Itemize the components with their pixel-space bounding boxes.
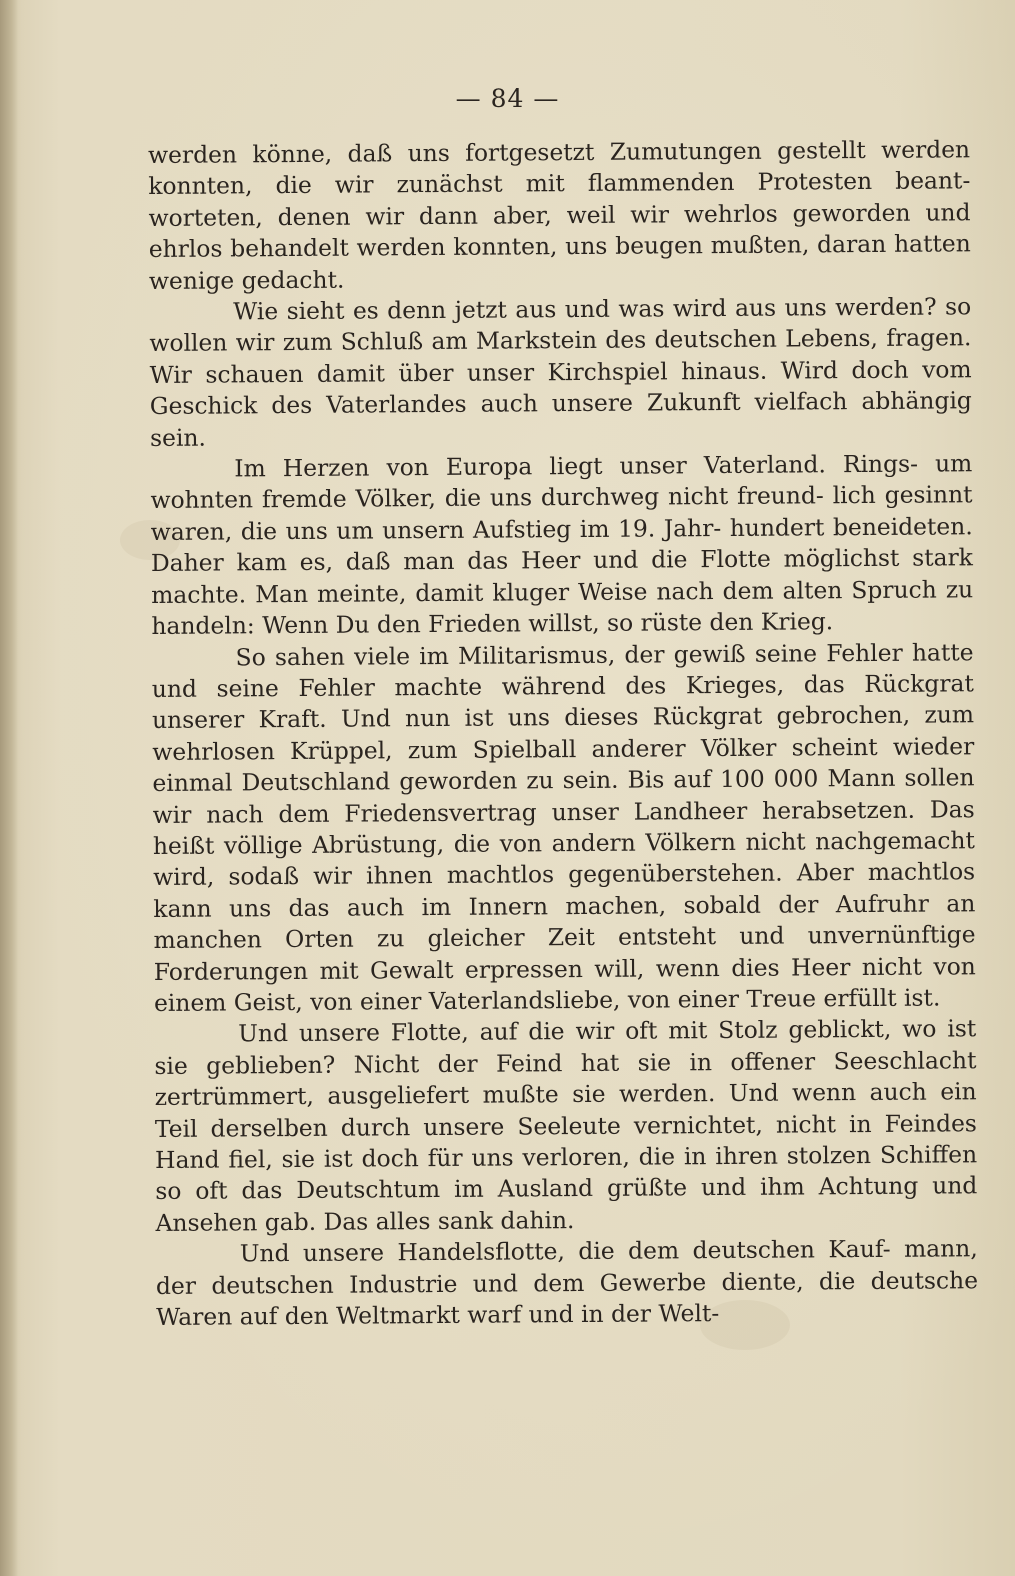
paragraph: werden könne, daß uns fortgesetzt Zumutungen gestellt werden konnten, die wir zunächst mit flammenden Protesten beant- worteten, denen wir dann aber, weil wir wehrlos geworden und ehrlos behandelt werden konnten, uns beugen mußten, daran hatten wenige gedacht.: [148, 135, 971, 295]
paragraph: Wie sieht es denn jetzt aus und was wird aus uns werden? so wollen wir zum Schluß am Markstein des deutschen Lebens, fragen. Wir schauen damit über unser Kirchspiel hinaus. Wird doch vom Geschick des Vaterlandes auch unsere Zukunft vielfach abhängig sein.: [149, 292, 972, 452]
page-body-text: [148, 134, 978, 1333]
paragraph: Und unsere Flotte, auf die wir oft mit Stolz geblickt, wo ist sie geblieben? Nicht der Feind hat sie in offener Seeschlacht zertrümmert, ausgeliefert mußte sie werden. Und wenn auch ein Teil derselben durch unsere Seeleute vernichtet, nicht in Feindes Hand fiel, sie ist doch für uns verloren, die in ihren stolzen Schiffen so oft das Deutschtum im Ausland grüßte und ihm Achtung und Ansehen gab. Das alles sank dahin.: [154, 1014, 978, 1237]
paragraph: Und unsere Handelsflotte, die dem deutschen Kauf- mann, der deutschen Industrie und dem Gewerbe diente, die deutsche Waren auf den Weltmarkt warf und in der Welt-: [155, 1234, 979, 1332]
page-number: — 84 —: [455, 84, 560, 113]
page-binding-edge: [0, 0, 18, 1576]
paragraph: So sahen viele im Militarismus, der gewiß seine Fehler hatte und seine Fehler machte während des Krieges, das Rückgrat unserer Kraft. Und nun ist uns dieses Rückgrat gebrochen, zum wehrlosen Krüppel, zum Spielball anderer Völker scheint wieder einmal Deutschland geworden zu sein. Bis auf 100 000 Mann sollen wir nach dem Friedensvertrag unser Landheer herabsetzen. Das heißt völlige Abrüstung, die von andern Völkern nicht nachgemacht wird, sodaß wir ihnen machtlos gegenüberstehen. Aber machtlos kann uns das auch im Innern machen, sobald der Aufruhr an manchen Orten zu gleicher Zeit entsteht und unvernünftige Forderungen mit Gewalt erpressen will, wenn dies Heer nicht von einem Geist, von einer Vaterlandsliebe, von einer Treue erfüllt ist.: [151, 637, 976, 1017]
paragraph: Im Herzen von Europa liegt unser Vaterland. Rings- um wohnten fremde Völker, die uns durchweg nicht freund- lich gesinnt waren, die uns um unsern Aufstieg im 19. Jahr- hundert beneideten. Daher kam es, daß man das Heer und die Flotte möglichst stark machte. Man meinte, damit kluger Weise nach dem alten Spruch zu handeln: Wenn Du den Frieden willst, so rüste den Krieg.: [150, 449, 974, 641]
